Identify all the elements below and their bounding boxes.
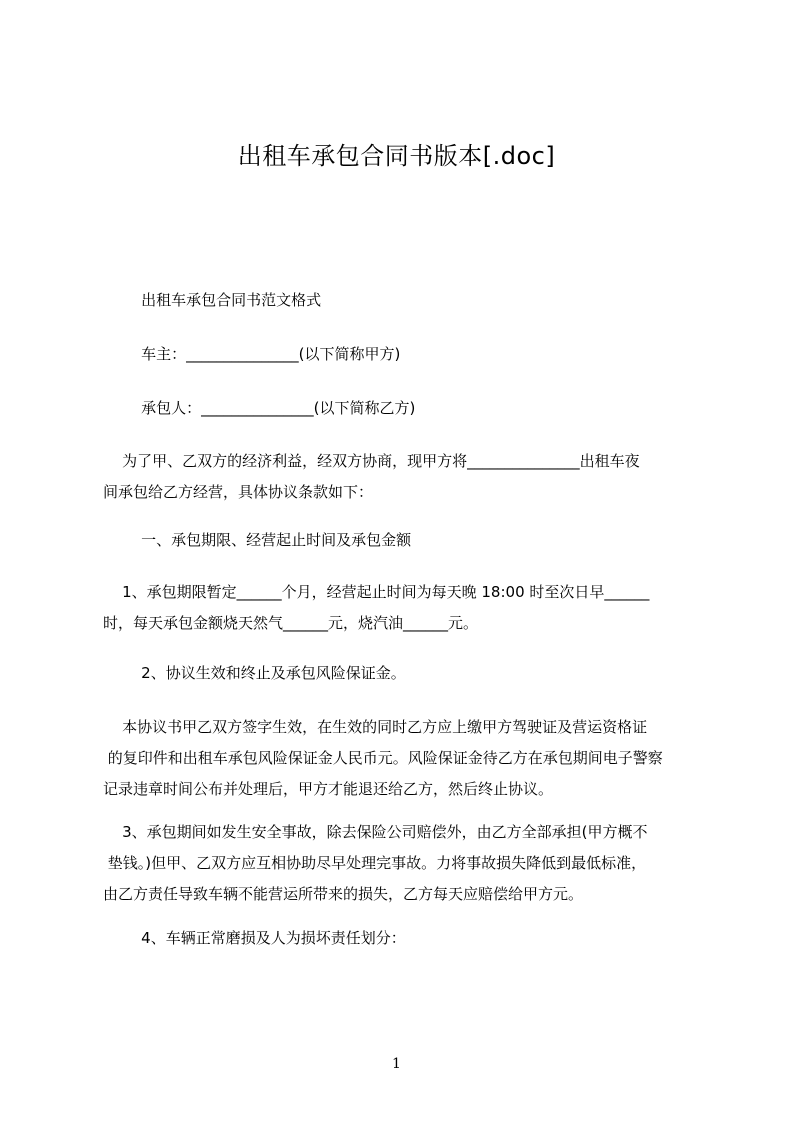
text-line: 出租车承包合同书范文格式	[103, 291, 322, 309]
text-line: 1、承包期限暂定______个月，经营起止时间为每天晚 18:00 时至次日早______	[103, 583, 650, 601]
subtitle-paragraph	[103, 285, 703, 316]
text-line: 4、车辆正常磨损及人为损坏责任划分：	[103, 929, 406, 947]
text-line: 为了甲、乙双方的经济利益，经双方协商，现甲方将_______________出租车夜	[103, 452, 640, 470]
clause-4-heading	[103, 923, 703, 954]
text-line: 车主：_______________(以下简称甲方)	[103, 345, 401, 363]
text-line: 本协议书甲乙双方签字生效，在生效的同时乙方应上缴甲方驾驶证及营运资格证	[103, 718, 648, 736]
text-line: 承包人：_______________(以下简称乙方)	[103, 399, 416, 417]
clause-1-paragraph	[103, 577, 703, 639]
section-1-heading	[103, 525, 703, 556]
clause-2-body-paragraph	[103, 712, 703, 805]
text-line: 由乙方责任导致车辆不能营运所带来的损失，乙方每天应赔偿给甲方元。	[103, 885, 584, 903]
text-line: 3、承包期间如发生安全事故，除去保险公司赔偿外，由乙方全部承担(甲方概不	[103, 823, 648, 841]
clause-3-paragraph	[103, 817, 703, 910]
text-line: 的复印件和出租车承包风险保证金人民币元。风险保证金待乙方在承包期间电子警察	[103, 749, 663, 767]
contractor-paragraph	[103, 393, 703, 424]
text-line: 一、承包期限、经营起止时间及承包金额	[103, 531, 412, 549]
text-line: 间承包给乙方经营，具体协议条款如下：	[103, 483, 374, 501]
text-line: 2、协议生效和终止及承包风险保证金。	[103, 664, 406, 682]
text-line: 垫钱。)但甲、乙双方应互相协助尽早处理完事故。力将事故损失降低到最低标准，	[103, 854, 647, 872]
text-line: 时，每天承包金额烧天然气______元，烧汽油______元。	[103, 614, 479, 632]
intro-paragraph	[103, 446, 703, 508]
document-title: 出租车承包合同书版本[.doc]	[237, 142, 556, 170]
owner-paragraph	[103, 339, 703, 370]
text-line: 记录违章时间公布并处理后，甲方才能退还给乙方，然后终止协议。	[103, 780, 554, 798]
clause-2-heading	[103, 658, 703, 689]
page-number: 1	[392, 1056, 401, 1072]
